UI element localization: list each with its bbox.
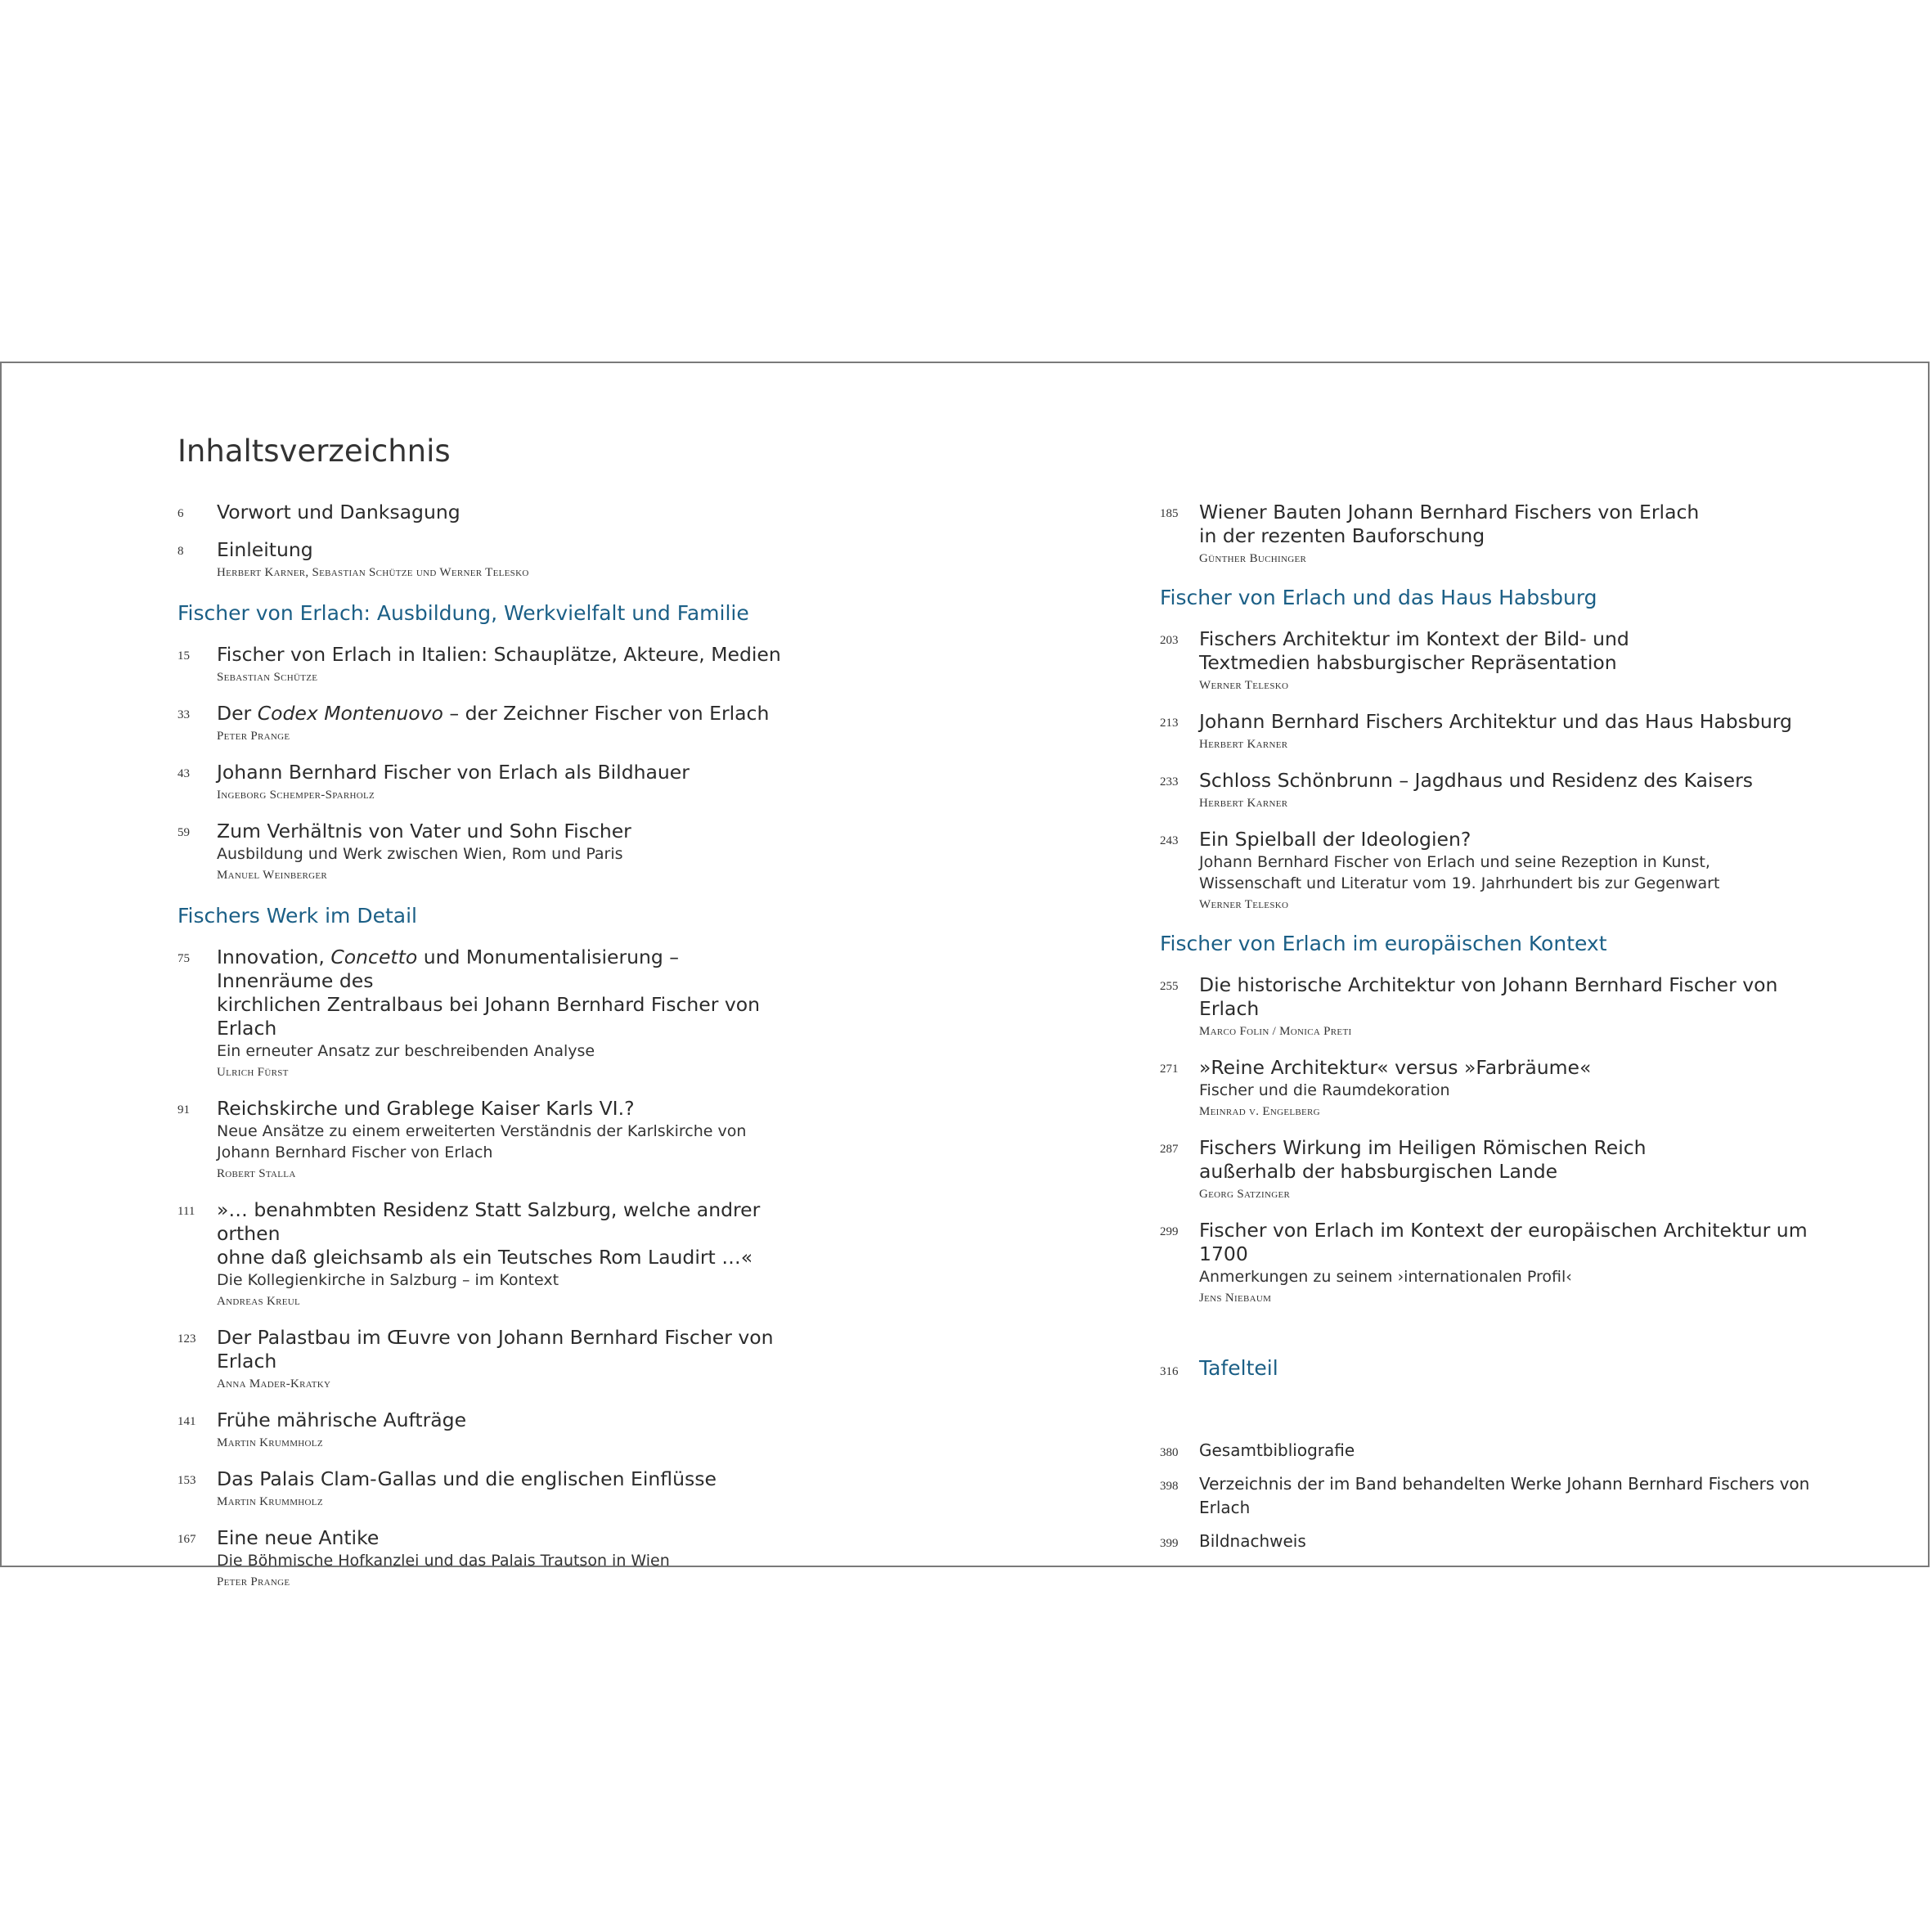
entry-title: Gesamtbibliografie (1199, 1440, 1355, 1460)
page-number: 153 (177, 1474, 196, 1487)
toc-entry (1160, 1056, 1839, 1122)
entry-author: Manuel Weinberger (217, 869, 328, 882)
toc-entry (1160, 1439, 1839, 1462)
entry-author: Anna Mader-Kratky (217, 1377, 331, 1391)
entry-subtitle: Die Böhmische Hofkanzlei und das Palais Trautson in Wien (217, 1552, 670, 1570)
entry-subtitle: Ein erneuter Ansatz zur beschreibenden Analyse (217, 1042, 595, 1060)
page-number: 8 (177, 545, 184, 558)
entry-title-part: Innovation, (217, 946, 331, 968)
entry-title (217, 946, 783, 1040)
entry-title: Fischer von Erlach in Italien: Schauplätze, Akteure, Medien (217, 643, 781, 666)
toc-entry (1160, 1530, 1839, 1553)
page-number: 380 (1160, 1446, 1179, 1459)
entry-title (217, 702, 783, 726)
page-number: 243 (1160, 834, 1179, 847)
section-heading: Fischers Werk im Detail (177, 904, 417, 928)
page-number: 141 (177, 1415, 196, 1428)
page-number: 111 (177, 1205, 195, 1218)
entry-author: Peter Prange (217, 1575, 290, 1588)
entry-author: Martin Krummholz (217, 1436, 323, 1449)
entry-subtitle: Fischer und die Raumdekoration (1199, 1081, 1450, 1099)
entry-author: Werner Telesko (1199, 898, 1289, 911)
entry-title: Fischer von Erlach im Kontext der europäischen Architektur um 1700 (1199, 1219, 1808, 1265)
entry-title-italic: Concetto (330, 946, 418, 968)
entry-title: Bildnachweis (1199, 1531, 1306, 1551)
entry-title-italic: Codex Montenuovo (257, 702, 443, 725)
entry-title-part: – der Zeichner Fischer von Erlach (443, 702, 770, 725)
toc-entry (1160, 973, 1839, 1042)
entry-author: Marco Folin / Monica Preti (1199, 1025, 1352, 1038)
entry-title-part: und Monumentalisierung – Innenräume des kirchlichen Zentralbaus bei Johann Bernhard Fischer von Erlach (217, 946, 761, 1040)
page-title: Inhaltsverzeichnis (177, 434, 451, 469)
entry-subtitle: Anmerkungen zu seinem ›internationalen Profil‹ (1199, 1268, 1572, 1286)
page-number: 167 (177, 1533, 196, 1546)
back-matter (1160, 1439, 1839, 1553)
page-number: 316 (1160, 1365, 1179, 1378)
entry-author: Herbert Karner (1199, 797, 1288, 810)
entry-author: Andreas Kreul (217, 1295, 301, 1308)
toc-entry (177, 946, 783, 1083)
entry-subtitle: Die Kollegienkirche in Salzburg – im Kontext (217, 1271, 559, 1289)
entry-title: Das Palais Clam-Gallas und die englischen Einflüsse (217, 1467, 717, 1490)
entry-title-part: Der (217, 702, 258, 725)
entry-title: Verzeichnis der im Band behandelten Werke Johann Bernhard Fischers von Erlach (1199, 1474, 1810, 1517)
entry-author: Sebastian Schütze (217, 671, 318, 684)
entry-title: »… benahmbten Residenz Statt Salzburg, welche andrer orthen ohne daß gleichsamb als ein Teutsches Rom Laudirt …« (217, 1198, 761, 1269)
entry-author: Jens Niebaum (1199, 1292, 1272, 1305)
entry-author: Peter Prange (217, 730, 290, 743)
section-heading: Fischer von Erlach: Ausbildung, Werkvielfalt und Familie (177, 601, 749, 625)
entry-author: Georg Satzinger (1199, 1188, 1291, 1201)
toc-entry (177, 501, 783, 524)
entry-subtitle: Neue Ansätze zu einem erweiterten Verständnis der Karlskirche von Johann Bernhard Fischer von Erlach (217, 1122, 747, 1161)
page-number: 255 (1160, 980, 1179, 993)
entry-author: Ingeborg Schemper-Sparholz (217, 789, 375, 802)
toc-entry (1160, 501, 1839, 569)
entry-title: Johann Bernhard Fischers Architektur und das Haus Habsburg (1199, 710, 1792, 733)
page-number: 6 (177, 507, 184, 520)
page-number: 43 (177, 767, 190, 780)
entry-author: Robert Stalla (217, 1167, 296, 1180)
page-number: 399 (1160, 1537, 1179, 1550)
toc-entry (177, 761, 783, 806)
toc-right-column (1160, 501, 1839, 1563)
entry-title: Ein Spielball der Ideologien? (1199, 828, 1471, 851)
entry-title: Fischers Architektur im Kontext der Bild- und Textmedien habsburgischer Repräsentation (1199, 627, 1629, 674)
page-number: 91 (177, 1103, 190, 1117)
toc-entry (177, 643, 783, 688)
entry-author: Herbert Karner, Sebastian Schütze und Werner Telesko (217, 566, 529, 579)
tafelteil-entry (1160, 1356, 1839, 1380)
page-number: 299 (1160, 1225, 1179, 1238)
toc-entry (1160, 627, 1839, 696)
toc-entry (177, 1097, 783, 1184)
toc-entry (1160, 1472, 1839, 1520)
entry-title: »Reine Architektur« versus »Farbräume« (1199, 1056, 1592, 1079)
entry-author: Martin Krummholz (217, 1495, 323, 1508)
entry-title: Einleitung (217, 538, 313, 561)
entry-subtitle: Johann Bernhard Fischer von Erlach und seine Rezeption in Kunst, Wissenschaft und Literatur vom 19. Jahrhundert bis zur Gegenwart (1199, 853, 1720, 892)
page-number: 75 (177, 952, 190, 965)
entry-title: Wiener Bauten Johann Bernhard Fischers von Erlach in der rezenten Bauforschung (1199, 501, 1700, 547)
entry-author: Günther Buchinger (1199, 552, 1307, 565)
tafelteil-label: Tafelteil (1199, 1356, 1278, 1380)
entry-author: Werner Telesko (1199, 679, 1289, 692)
toc-entry (177, 1409, 783, 1453)
page-number: 59 (177, 826, 190, 839)
entry-author: Ulrich Fürst (217, 1066, 289, 1079)
page-number: 15 (177, 649, 190, 663)
entry-title: Johann Bernhard Fischer von Erlach als Bildhauer (217, 761, 690, 784)
page-number: 398 (1160, 1480, 1179, 1493)
page-number: 271 (1160, 1063, 1179, 1076)
toc-entry (1160, 1219, 1839, 1309)
toc-entry (177, 538, 783, 583)
page-number: 203 (1160, 634, 1179, 647)
toc-entry (177, 1326, 783, 1395)
entry-author: Meinrad v. Engelberg (1199, 1105, 1320, 1118)
toc-entry (1160, 710, 1839, 755)
toc-entry (1160, 828, 1839, 915)
entry-title: Frühe mährische Aufträge (217, 1409, 467, 1431)
section-heading: Fischer von Erlach im europäischen Kontext (1160, 932, 1607, 955)
page-number: 233 (1160, 775, 1179, 789)
toc-entry (177, 820, 783, 886)
page-number: 287 (1160, 1143, 1179, 1156)
entry-title: Schloss Schönbrunn – Jagdhaus und Residenz des Kaisers (1199, 769, 1753, 792)
page-number: 33 (177, 708, 190, 721)
entry-title: Reichskirche und Grablege Kaiser Karls VI.? (217, 1097, 635, 1120)
toc-entry (177, 1526, 783, 1593)
entry-subtitle: Ausbildung und Werk zwischen Wien, Rom und Paris (217, 845, 623, 863)
toc-entry (177, 1467, 783, 1512)
page-number: 213 (1160, 717, 1179, 730)
entry-title: Eine neue Antike (217, 1526, 380, 1549)
toc-entry (1160, 1136, 1839, 1205)
entry-author: Herbert Karner (1199, 738, 1288, 751)
entry-title: Zum Verhältnis von Vater und Sohn Fischer (217, 820, 631, 842)
section-heading: Fischer von Erlach und das Haus Habsburg (1160, 586, 1597, 609)
entry-title: Fischers Wirkung im Heiligen Römischen Reich außerhalb der habsburgischen Lande (1199, 1136, 1647, 1183)
toc-entry (177, 702, 783, 747)
entry-title: Der Palastbau im Œuvre von Johann Bernhard Fischer von Erlach (217, 1326, 774, 1373)
entry-title: Vorwort und Danksagung (217, 501, 461, 523)
toc-left-column (177, 501, 783, 1606)
page-number: 123 (177, 1332, 196, 1346)
page-number: 185 (1160, 507, 1179, 520)
toc-entry (177, 1198, 783, 1312)
entry-title: Die historische Architektur von Johann Bernhard Fischer von Erlach (1199, 973, 1778, 1020)
toc-entry (1160, 769, 1839, 814)
